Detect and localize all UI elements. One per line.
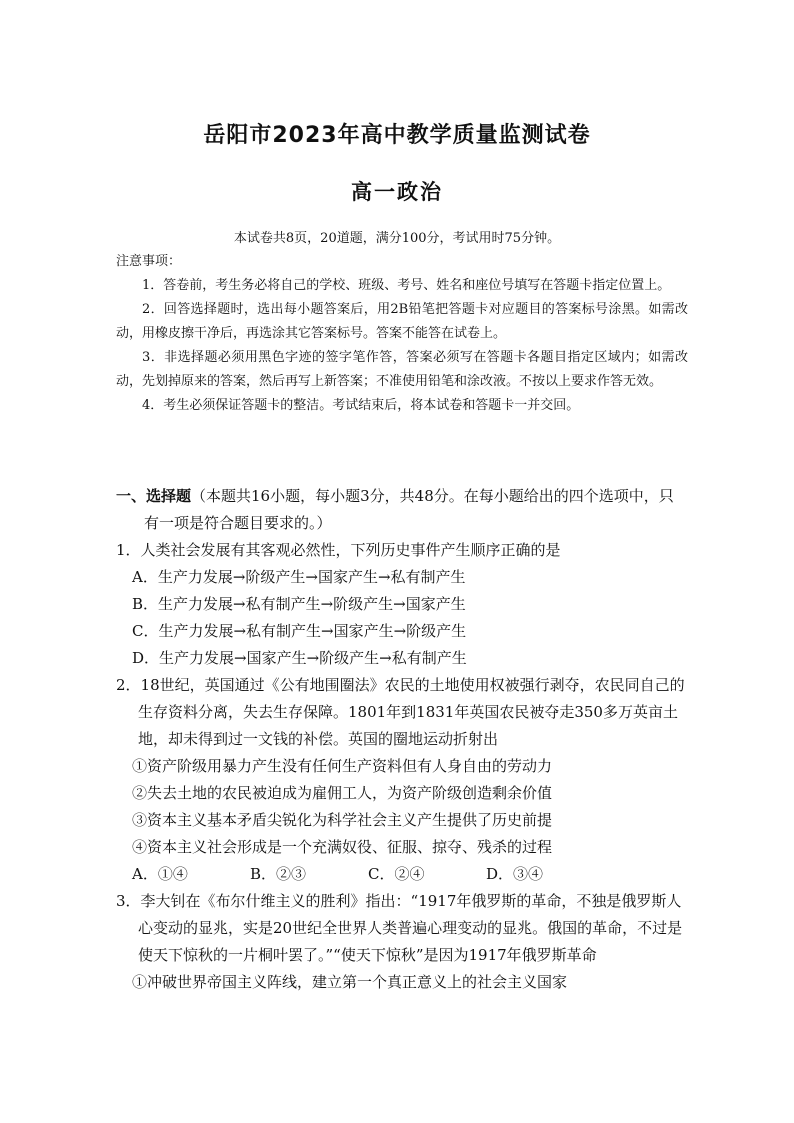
choice-section: [116, 483, 688, 996]
question-stem: 3．李大钊在《布尔什维主义的胜利》指出：“1917年俄罗斯的革命，不独是俄罗斯人心变动的显兆，实是20世纪全世界人类普遍心理变动的显兆。俄国的革命，不过是使天下惊秋的一片桐叶罢了。”“使天下惊秋”是因为1917年俄罗斯革命: [116, 892, 683, 964]
note-item: 4．考生必须保证答题卡的整洁。考试结束后，将本试卷和答题卡一并交回。: [142, 398, 580, 413]
option-d: D．生产力发展→国家产生→阶级产生→私有制产生: [132, 649, 467, 667]
exam-title: 岳阳市2023年高中教学质量监测试卷: [203, 123, 591, 148]
question-2: [116, 672, 688, 888]
statement-3: ③资本主义基本矛盾尖锐化为科学社会主义产生提供了历史前提: [132, 811, 553, 829]
section-heading: [116, 483, 688, 537]
choice-a: A．①④: [132, 865, 188, 883]
answer-choices: [116, 861, 688, 888]
choice-b: B．②③: [250, 865, 307, 883]
notes-heading: 注意事项：: [116, 254, 182, 269]
exam-info: 本试卷共8页，20道题，满分100分，考试用时75分钟。: [233, 231, 561, 246]
choice-c: C．②④: [368, 865, 425, 883]
option-c: C．生产力发展→私有制产生→国家产生→阶级产生: [132, 622, 467, 640]
section-description: （本题共16小题，每小题3分，共48分。在每小题给出的四个选项中，只有一项是符合题目要求的。）: [144, 487, 674, 532]
note-item: 1．答卷前，考生务必将自己的学校、班级、考号、姓名和座位号填写在答题卡指定位置上。: [142, 278, 671, 293]
statement-1: ①资产阶级用暴力产生没有任何生产资料但有人身自由的劳动力: [132, 757, 553, 775]
section-label: 一、选择题: [116, 487, 192, 505]
question-stem: 1．人类社会发展有其客观必然性，下列历史事件产生顺序正确的是: [116, 541, 561, 559]
note-item: 2．回答选择题时，选出每小题答案后，用2B铅笔把答题卡对应题目的答案标号涂黑。如需改动，用橡皮擦干净后，再选涂其它答案标号。答案不能答在试卷上。: [116, 302, 688, 341]
notes-block: [116, 250, 688, 418]
note-item: 3．非选择题必须用黑色字迹的签字笔作答，答案必须写在答题卡各题目指定区域内；如需改动，先划掉原来的答案，然后再写上新答案；不准使用铅笔和涂改液。不按以上要求作答无效。: [116, 350, 688, 389]
statement-1: ①冲破世界帝国主义阵线，建立第一个真正意义上的社会主义国家: [132, 973, 568, 991]
statement-2: ②失去土地的农民被迫成为雇佣工人，为资产阶级创造剩余价值: [132, 784, 553, 802]
choice-d: D．③④: [486, 865, 544, 883]
question-stem: 2．18世纪，英国通过《公有地围圈法》农民的土地使用权被强行剥夺，农民同自己的生存资料分离，失去生存保障。1801年到1831年英国农民被夺走350多万英亩土地，却未得到过一文钱的补偿。英国的圈地运动折射出: [116, 676, 685, 748]
option-a: A．生产力发展→阶级产生→国家产生→私有制产生: [132, 568, 466, 586]
statement-4: ④资本主义社会形成是一个充满奴役、征服、掠夺、残杀的过程: [132, 838, 553, 856]
option-b: B．生产力发展→私有制产生→阶级产生→国家产生: [132, 595, 466, 613]
question-3: [116, 888, 688, 996]
question-1: [116, 537, 688, 672]
exam-subject: 高一政治: [351, 180, 443, 204]
